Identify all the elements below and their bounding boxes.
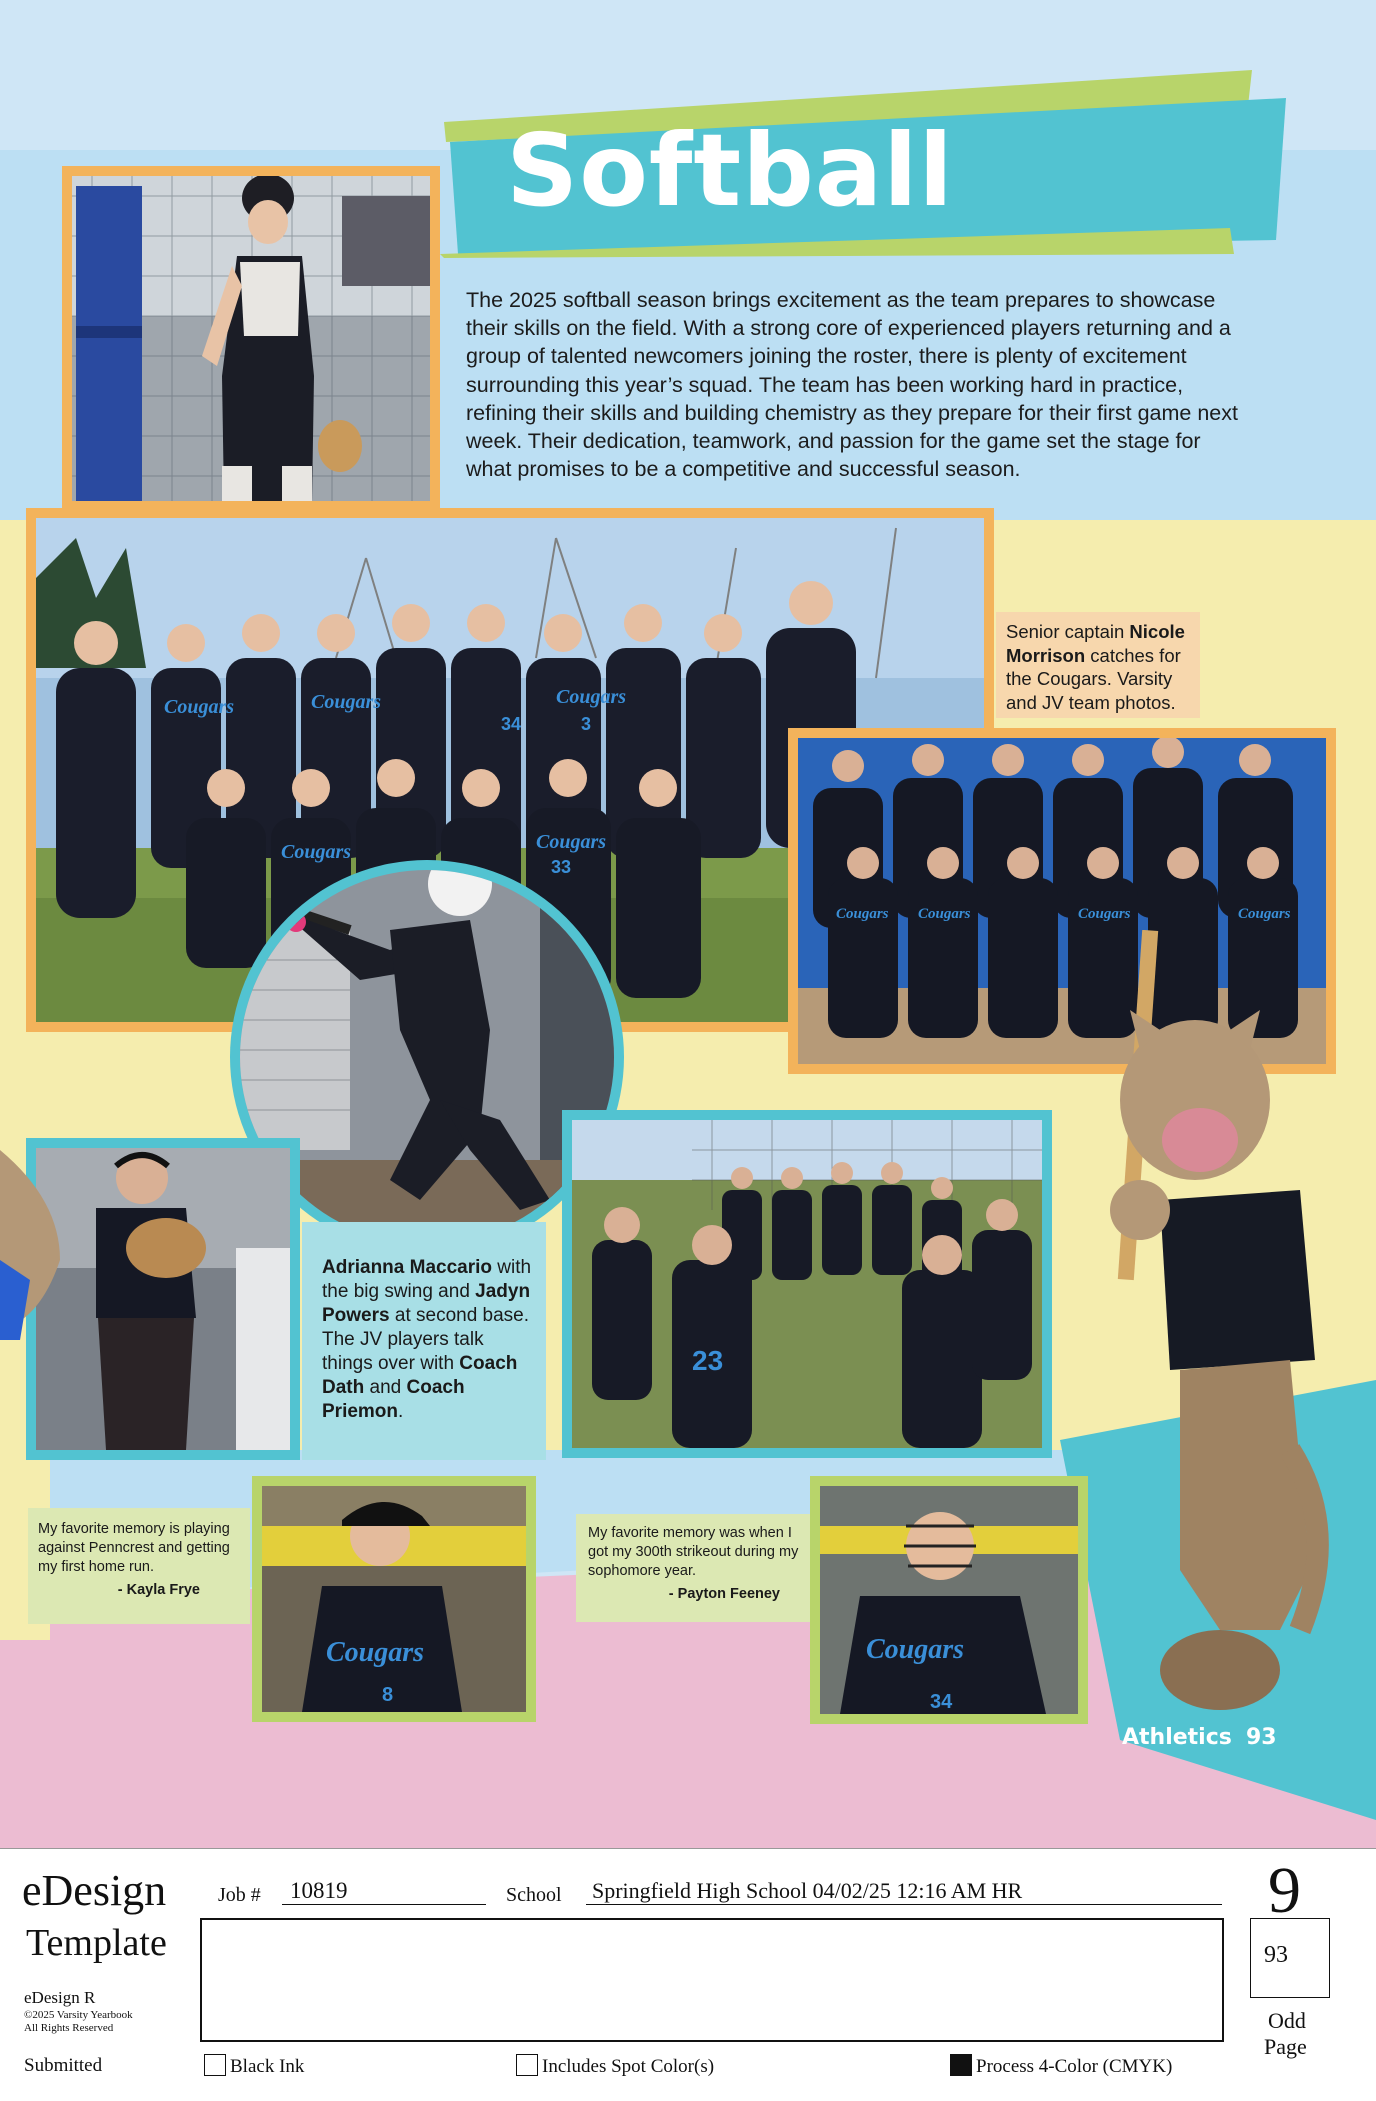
jersey-number: 8: [382, 1684, 394, 1706]
black-ink-label: Black Ink: [230, 2056, 305, 2077]
footer-divider: [0, 1848, 1376, 1849]
folio-section: Athletics: [1122, 1725, 1232, 1750]
jersey-number: 34: [501, 714, 522, 734]
quote-kayla: My favorite memory is playing against Penncrest and getting my first home run. - Kayla Frye: [28, 1508, 250, 1624]
brand-line-2: Template: [26, 1922, 167, 1964]
jersey-number: 3: [581, 714, 592, 734]
page-number-value: 93: [1264, 1942, 1288, 1968]
submitted-label: Submitted: [24, 2055, 103, 2076]
page-number-box: [1250, 1918, 1330, 1998]
page-title: Softball: [506, 112, 954, 229]
cmyk-checkbox[interactable]: [950, 2054, 972, 2076]
kayla-photo: [252, 1476, 536, 1722]
job-number-field[interactable]: 10819: [290, 1878, 348, 1903]
jersey-script: Cougars: [918, 906, 971, 922]
page-label: Page: [1264, 2034, 1307, 2059]
mascot-paw-edge: [0, 1140, 70, 1340]
jersey-script: Cougars: [164, 696, 235, 718]
jersey-script: Cougars: [536, 831, 607, 853]
jersey-script: Cougars: [311, 691, 382, 713]
caption-captain: Senior captain Nicole Morrison catches for the Cougars. Varsity and JV team photos.: [996, 612, 1200, 718]
job-label: Job #: [218, 1884, 261, 1906]
copyright-line-1: ©2025 Varsity Yearbook: [24, 2009, 133, 2021]
job-underline: [282, 1904, 486, 1905]
school-field[interactable]: Springfield High School 04/02/25 12:16 AM HR: [592, 1878, 1023, 1903]
school-underline: [586, 1904, 1222, 1905]
jv-huddle-photo: [562, 1110, 1052, 1458]
jersey-number: 23: [692, 1345, 724, 1376]
payton-photo: [810, 1476, 1088, 1724]
cougar-mascot-illustration: [1100, 930, 1330, 1730]
school-label: School: [506, 1884, 562, 1906]
cmyk-label: Process 4-Color (CMYK): [976, 2056, 1173, 2077]
jersey-number: 34: [930, 1691, 953, 1713]
brand-line-1: eDesign: [22, 1866, 167, 1915]
jersey-script: Cougars: [866, 1634, 965, 1665]
jersey-script: Cougars: [1078, 906, 1131, 922]
intro-paragraph: The 2025 softball season brings excitement as the team prepares to showcase their skills on the field. With a strong core of experienced players returning and a group of talented newcomers joining the roster, there is plenty of excitement surrounding this year’s squad. The team has been working hard in practice, refining their skills and building chemistry as they prepare for their first game next week. Their dedication, teamwork, and passion for the game set the stage for what promises to be a competitive and successful season.: [466, 288, 1238, 482]
jersey-script: Cougars: [326, 1637, 425, 1668]
brand-small: eDesign R: [24, 1988, 96, 2007]
edesign-template-footer: [0, 1848, 1376, 2101]
odd-label: Odd: [1268, 2008, 1306, 2033]
notes-box[interactable]: [200, 1918, 1224, 2042]
quote-payton: My favorite memory was when I got my 300th strikeout during my sophomore year. - Payton Feeney: [576, 1514, 810, 1622]
caption-middle: Adrianna Maccario with the big swing and Jadyn Powers at second base. The JV players talk things over with Coach Dath and Coach Priemon.: [302, 1222, 546, 1460]
jersey-number: 33: [551, 857, 572, 877]
catcher-photo: [62, 166, 440, 511]
spot-color-checkbox[interactable]: [516, 2054, 538, 2076]
black-ink-checkbox[interactable]: [204, 2054, 226, 2076]
copyright-line-2: All Rights Reserved: [24, 2022, 114, 2034]
signature-number: 9: [1268, 1854, 1301, 1927]
jersey-script: Cougars: [281, 841, 352, 863]
folio-page-number: 93: [1246, 1725, 1277, 1750]
jersey-script: Cougars: [836, 906, 889, 922]
jersey-script: Cougars: [556, 686, 627, 708]
jersey-script: Cougars: [1238, 906, 1291, 922]
spot-color-label: Includes Spot Color(s): [542, 2056, 715, 2077]
